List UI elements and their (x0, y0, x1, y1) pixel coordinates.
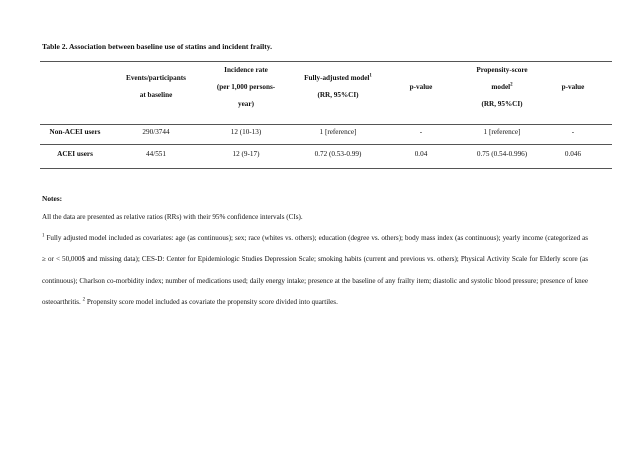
header-incidence-line-1: Incidence rate (224, 66, 268, 74)
cell-fully-adjusted-non-acei: 1 [reference] (319, 128, 357, 136)
footnote-paragraph (42, 228, 588, 313)
cell-pvalue1-acei: 0.04 (414, 150, 428, 158)
header-pvalue-2 (550, 79, 596, 96)
cell-pvalue2-acei: 0.046 (564, 150, 582, 158)
cell-propensity-acei: 0.75 (0.54-0.996) (476, 150, 528, 158)
table-caption: Table 2. Association between baseline use of statins and incident frailty. (42, 42, 273, 51)
footnote-ref-1: 1 (369, 73, 372, 79)
footnote-marker-1: 1 (42, 233, 45, 239)
header-propensity (452, 62, 552, 113)
row-label-non-acei: Non-ACEI users (49, 128, 101, 136)
cell-incidence-non-acei: 12 (10-13) (230, 128, 262, 136)
footnote-2-text: Propensity score model included as covariate the propensity score divided into quartiles. (85, 297, 338, 306)
cell-incidence-acei: 12 (9-17) (232, 150, 260, 158)
table-bottom-rule (40, 168, 612, 169)
header-fully-adjusted-line-2: (RR, 95%CI) (317, 91, 359, 99)
header-incidence-line-2: (per 1,000 persons- (216, 83, 276, 91)
header-pvalue-1-label: p-value (409, 83, 433, 91)
header-propensity-line-2 (452, 79, 552, 96)
cell-pvalue1-non-acei: - (419, 128, 423, 136)
header-pvalue-2-label: p-value (561, 83, 585, 91)
header-incidence-line-3: year) (238, 100, 254, 108)
row-label-acei: ACEI users (57, 150, 93, 158)
header-fully-adjusted (283, 70, 393, 104)
cell-events-acei: 44/551 (146, 150, 166, 158)
header-events-line-1: Events/participants (126, 74, 186, 82)
notes-title: Notes: (42, 194, 63, 203)
header-propensity-line-3: (RR, 95%CI) (481, 100, 523, 108)
header-events-line-2: at baseline (139, 91, 173, 99)
header-fully-adjusted-label: Fully-adjusted model (304, 74, 370, 82)
footnote-1-text: Fully adjusted model included as covariates: age (as continuous); sex; race (whites vs. others); education (degree vs. others); body mass index (as continuous); yearly income (categorized as ≥ or < 50,000$ and missing data); CES-D: Center for Epidemiologic Studies Depression Scale; smoking habits (current and previous vs. others); Physical Activity Scale for Elderly score (as continuous); Charlson co-morbidity index; number of medications used; daily energy intake; presence at the baseline of any frailty item; diastolic and systolic blood pressure; presence of knee osteoarthritis. (42, 234, 588, 306)
cell-events-non-acei: 290/3744 (142, 128, 170, 136)
cell-pvalue2-non-acei: - (571, 128, 575, 136)
row-separator-rule (40, 144, 612, 145)
header-propensity-label: model (491, 83, 511, 91)
header-events (104, 70, 208, 104)
header-incidence (196, 62, 296, 113)
notes-line-1: All the data are presented as relative ratios (RRs) with their 95% confidence intervals (CIs). (42, 213, 303, 221)
footnote-marker-2: 2 (82, 297, 86, 303)
cell-propensity-non-acei: 1 [reference] (483, 128, 521, 136)
footnote-ref-2: 2 (510, 82, 513, 88)
header-bottom-rule (40, 124, 612, 125)
cell-fully-adjusted-acei: 0.72 (0.53-0.99) (314, 150, 362, 158)
header-propensity-line-1: Propensity-score (476, 66, 528, 74)
header-pvalue-1 (398, 79, 444, 96)
header-fully-adjusted-line-1 (283, 70, 393, 87)
